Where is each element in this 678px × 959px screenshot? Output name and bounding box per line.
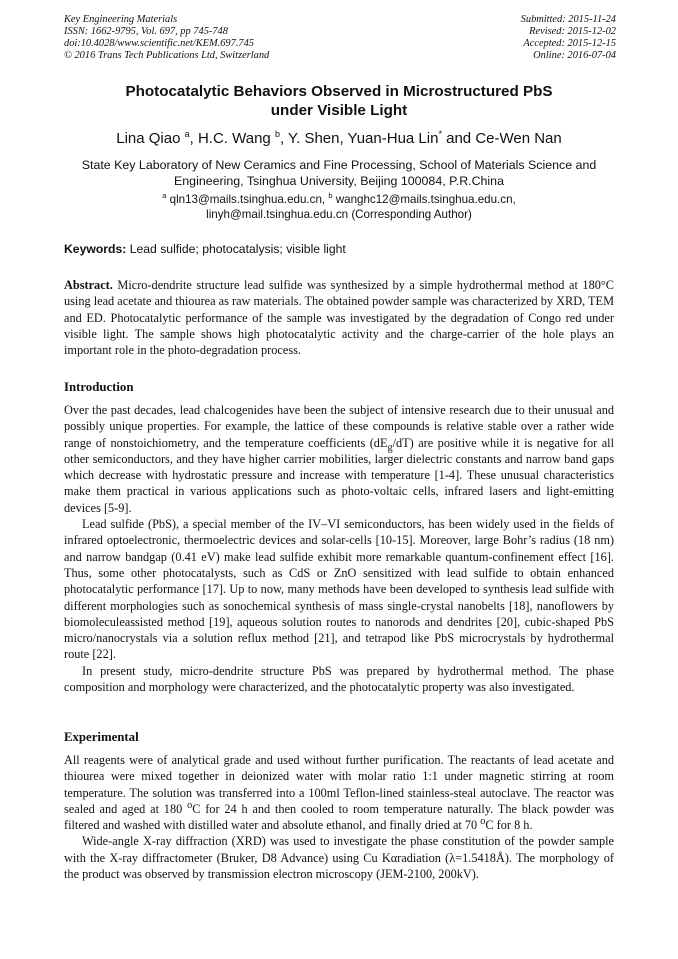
intro-paragraph-1 xyxy=(64,402,614,516)
author-emails xyxy=(40,192,638,222)
affiliation xyxy=(40,157,638,189)
author-1: Lina Qiao xyxy=(116,130,181,147)
corresponding-mark: * xyxy=(438,129,442,139)
paper-title xyxy=(40,82,638,120)
affiliation-line-1: State Key Laboratory of New Ceramics and Fine Processing, School of Materials Science and xyxy=(81,158,597,172)
email-b-link[interactable]: wanghc12@mails.tsinghua.edu.cn, xyxy=(332,193,516,206)
exp-p1-text-b: C for 24 h and then cooled to room temperature naturally. The black powder was filtered and washed with distilled water and absolute ethanol, and finally dried at 70 xyxy=(64,801,614,833)
section-heading-experimental: Experimental xyxy=(64,730,139,744)
author-list xyxy=(20,130,658,148)
intro-paragraph-3: In present study, micro-dendrite structure PbS was prepared by hydrothermal method. The phase composition and morphology were characterized, and the photocatalytic property was also investigated. xyxy=(64,663,614,695)
intro-p1-text-a: Over the past decades, lead chalcogenides have been the subject of intensive research due to their unusual and possibly unique properties. For example, the lattice of these compounds is relative stable over a rather wide range of nonstoichiometry, and the temperature coefficients (dE xyxy=(64,403,614,450)
exp-p1-text-a: All reagents were of analytical grade and used without further purification. The reactants of lead acetate and thiourea were mixed together in deionized water with molar ratio 1:1 under magnetic stirring at room temperature. The solution was transferred into a 100ml Teflon-lined stainless-steal autoclave. The reactor was sealed and aged at 180 xyxy=(64,753,614,816)
publication-dates xyxy=(521,14,616,62)
exp-paragraph-2: Wide-angle X-ray diffraction (XRD) was used to investigate the phase constitution of the powder sample with the X-ray diffractometer (Bruker, D8 Advance) using Cu Kαradiation (λ=1.5418Å). The morphology of the product was observed by transmission electron microscopy (JEM-2100, 200kV). xyxy=(64,834,614,882)
email-b-mark: b xyxy=(328,191,333,201)
section-heading-introduction: Introduction xyxy=(64,380,134,394)
abstract xyxy=(64,277,614,358)
corresponding-email-link[interactable]: linyh@mail.tsinghua.edu.cn (Corresponding Author) xyxy=(206,208,472,221)
introduction-body xyxy=(64,402,614,695)
keywords-text: Lead sulfide; photocatalysis; visible light xyxy=(126,242,346,256)
author-2-mark: b xyxy=(274,129,280,139)
exp-p1-degree-2: o xyxy=(480,816,486,828)
affiliation-line-2: Engineering, Tsinghua University, Beijing 100084, P.R.China xyxy=(174,174,504,188)
journal-issn: ISSN: 1662-9795, Vol. 697, pp 745-748 xyxy=(64,26,228,37)
date-online: Online: 2016-07-04 xyxy=(533,50,616,61)
author-3: , Y. Shen, Yuan-Hua Lin xyxy=(279,130,439,147)
keywords xyxy=(64,241,346,257)
email-a-link[interactable]: qln13@mails.tsinghua.edu.cn, xyxy=(166,193,329,206)
journal-name: Key Engineering Materials xyxy=(64,14,178,25)
journal-copyright: © 2016 Trans Tech Publications Ltd, Switzerland xyxy=(64,50,270,61)
author-2: , H.C. Wang xyxy=(189,130,271,147)
exp-p1-text-c: C for 8 h. xyxy=(485,818,533,833)
email-a-mark: a xyxy=(162,191,167,201)
experimental-body xyxy=(64,752,614,882)
exp-paragraph-1 xyxy=(64,752,614,833)
abstract-label: Abstract. xyxy=(64,278,113,292)
intro-p1-subscript: g xyxy=(387,442,393,454)
keywords-label: Keywords: xyxy=(64,242,127,256)
date-accepted: Accepted: 2015-12-15 xyxy=(523,38,616,49)
exp-p1-degree-1: o xyxy=(187,799,193,811)
title-line-2: under Visible Light xyxy=(270,102,408,119)
author-5: and Ce-Wen Nan xyxy=(446,130,562,147)
journal-doi: doi:10.4028/www.scientific.net/KEM.697.745 xyxy=(64,38,254,49)
author-1-mark: a xyxy=(184,129,190,139)
title-line-1: Photocatalytic Behaviors Observed in Microstructured PbS xyxy=(125,83,553,100)
abstract-text: Micro-dendrite structure lead sulfide was synthesized by a simple hydrothermal method at 180°C using lead acetate and thiourea as raw materials. The obtained powder sample was characterized by XRD, TEM and ED. Photocatalytic performance of the sample was investigated by the degradation of Congo red under visible light. The sample shows high photocatalytic activity and the charge-carrier of the hole plays an important role in the photo-degradation process. xyxy=(64,278,614,358)
intro-paragraph-2: Lead sulfide (PbS), a special member of the IV–VI semiconductors, has been widely used in the fields of infrared optoelectronic, thermoelectric devices and solar-cells [10-15]. Moreover, large Bohr’s radius (18 nm) and narrow bandgap (0.41 eV) make lead sulfide exhibit more remarkable quantum-confinement effect [16]. Thus, some other photocatalysts, such as CdS or ZnO sensitized with lead sulfide to obtain enhanced photocatalytic performance [17]. Up to now, many methods have been developed to synthesis lead sulfide with different morphologies such as sonochemical synthesis of mass single-crystal nanobelts [18], nanoflowers by biomoleculeassisted method [19], aqueous solution routes to nanorods and dendrites [20], cubic-shaped PbS micro/nanocrystals via a solution reflux method [21], and tetrapod like PbS microcrystals by hydrothermal route [22]. xyxy=(64,517,614,662)
journal-info xyxy=(64,14,269,62)
date-submitted: Submitted: 2015-11-24 xyxy=(520,14,616,25)
date-revised: Revised: 2015-12-02 xyxy=(529,26,616,37)
intro-p1-text-b: /dT) are positive while it is negative for all other semiconductors, and they have higher carrier mobilities, larger dielectric constants and narrow band gaps which decrease with hydrostatic pressure and increase with temperature [1-4]. These unusual characteristics make them practical in various applications such as photo-voltaic cells, infrared lasers and light-emitting devices [5-9]. xyxy=(64,435,614,515)
